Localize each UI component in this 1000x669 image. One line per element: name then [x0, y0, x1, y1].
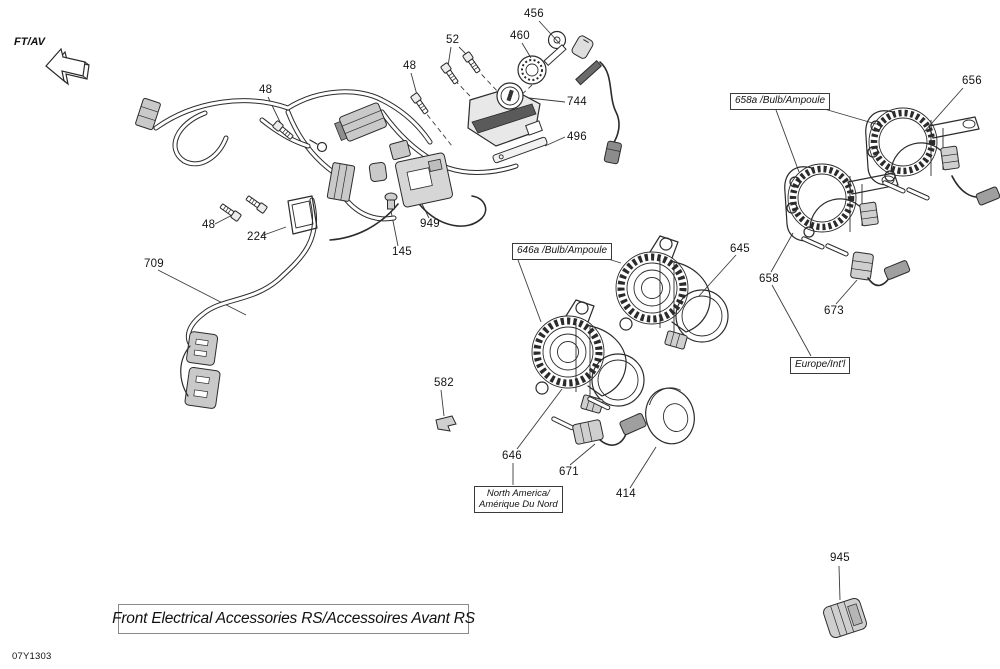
- north-america-line2: Amérique Du Nord: [479, 499, 558, 510]
- part-callout-949: 949: [420, 218, 440, 230]
- front-direction-label: FT/AV: [14, 36, 45, 48]
- part-callout-48-lower: 48: [202, 219, 216, 231]
- part-callout-496: 496: [567, 131, 587, 143]
- part-callout-673: 673: [824, 305, 844, 317]
- part-callout-456: 456: [524, 8, 544, 20]
- part-callout-414: 414: [616, 488, 636, 500]
- pigtail-671-drawing: [572, 413, 647, 445]
- front-direction-arrow: [46, 49, 89, 84]
- part-callout-671: 671: [559, 466, 579, 478]
- boxed-label-europe-intl: Europe/Int'l: [790, 357, 850, 374]
- drawing-code: 07Y1303: [12, 651, 52, 662]
- part-callout-52: 52: [446, 34, 460, 46]
- boxed-label-658a-bulb: 658a /Bulb/Ampoule: [730, 93, 830, 110]
- part-callout-658: 658: [759, 273, 779, 285]
- part-callout-656: 656: [962, 75, 982, 87]
- boxed-label-north-america: [474, 486, 563, 513]
- boxed-label-646a-bulb: 646a /Bulb/Ampoule: [512, 243, 612, 260]
- part-callout-460: 460: [510, 30, 530, 42]
- part-callout-145: 145: [392, 246, 412, 258]
- part-callout-744: 744: [567, 96, 587, 108]
- cover-414-drawing: [640, 383, 701, 450]
- part-callout-48-left: 48: [259, 84, 273, 96]
- part-callout-48-top: 48: [403, 60, 417, 72]
- part-callout-709: 709: [144, 258, 164, 270]
- part-callout-582: 582: [434, 377, 454, 389]
- part-callout-224: 224: [247, 231, 267, 243]
- part-callout-646: 646: [502, 450, 522, 462]
- clip-582-drawing: [436, 416, 456, 431]
- ignition-switch-drawing: [410, 32, 621, 165]
- part-callout-645: 645: [730, 243, 750, 255]
- headlight-646-drawing: [532, 300, 644, 430]
- wiring-harness-drawing: [135, 92, 516, 409]
- headlight-645-drawing: [616, 236, 728, 349]
- north-america-line1: North America/: [486, 488, 550, 499]
- diagram-title: Front Electrical Accessories RS/Accessoires Avant RS: [118, 604, 469, 634]
- pigtail-673-drawing: [850, 252, 910, 286]
- part-callout-945: 945: [830, 552, 850, 564]
- connector-945-drawing: [822, 597, 868, 639]
- headlight-658-drawing: [785, 164, 898, 257]
